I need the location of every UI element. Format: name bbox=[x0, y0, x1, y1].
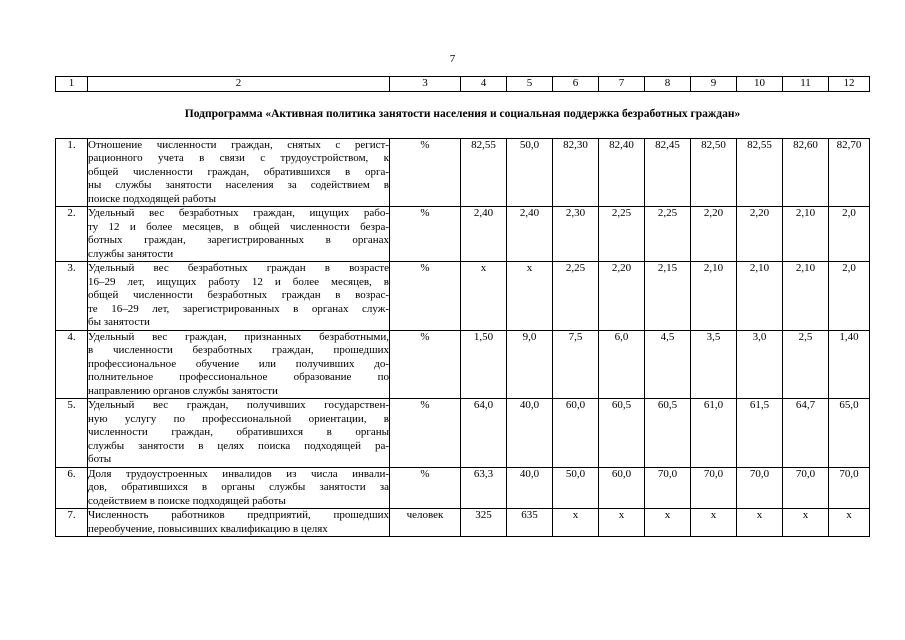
indicator-value: 61,0 bbox=[691, 399, 737, 468]
description-line: Удельный вес безработных граждан, ищущих рабо- bbox=[88, 207, 389, 219]
row-number: 6. bbox=[56, 467, 88, 509]
table-row bbox=[56, 399, 870, 468]
indicator-value: 2,25 bbox=[645, 207, 691, 262]
indicator-value: 1,50 bbox=[461, 330, 507, 399]
indicator-value: 82,30 bbox=[553, 138, 599, 207]
indicator-value: x bbox=[645, 509, 691, 537]
section-title: Подпрограмма «Активная политика занятости населения и социальная поддержка безработных граждан» bbox=[56, 91, 870, 138]
indicator-value: 635 bbox=[507, 509, 553, 537]
description-line: Доля трудоустроенных инвалидов из числа инвали- bbox=[88, 467, 389, 480]
indicator-value: 2,10 bbox=[783, 207, 829, 262]
indicator-value: 82,40 bbox=[599, 138, 645, 207]
indicator-value: 2,10 bbox=[691, 262, 737, 331]
column-header: 7 bbox=[599, 77, 645, 92]
indicator-description bbox=[88, 207, 390, 262]
unit-of-measure: % bbox=[390, 467, 461, 509]
indicator-value: 82,50 bbox=[691, 138, 737, 207]
description-line: Численность работников предприятий, прошедших bbox=[88, 509, 389, 521]
indicator-value: 325 bbox=[461, 509, 507, 537]
table-row bbox=[56, 467, 870, 509]
description-line: полнительное профессиональное образование по bbox=[88, 371, 389, 383]
column-header: 5 bbox=[507, 77, 553, 92]
indicator-value: 70,0 bbox=[829, 467, 870, 509]
indicator-value: 64,7 bbox=[783, 399, 829, 468]
column-header: 1 bbox=[56, 77, 88, 92]
indicator-value: 2,10 bbox=[737, 262, 783, 331]
indicator-value: 70,0 bbox=[645, 467, 691, 509]
indicator-value: 70,0 bbox=[783, 467, 829, 509]
indicator-value: 2,25 bbox=[599, 207, 645, 262]
row-number: 1. bbox=[56, 138, 88, 207]
indicators-table bbox=[55, 76, 870, 537]
column-header: 10 bbox=[737, 77, 783, 92]
indicator-value: 7,5 bbox=[553, 330, 599, 399]
indicator-value: 64,0 bbox=[461, 399, 507, 468]
indicator-description bbox=[88, 138, 390, 207]
indicator-value: 3,5 bbox=[691, 330, 737, 399]
indicator-description bbox=[88, 262, 390, 331]
description-line: содействием в поиске подходящей работы bbox=[88, 494, 286, 507]
description-line: численности граждан, обратившихся в органы bbox=[88, 426, 389, 438]
description-line: Удельный вес безработных граждан в возрасте bbox=[88, 262, 389, 274]
column-header: 6 bbox=[553, 77, 599, 92]
indicator-value: 9,0 bbox=[507, 330, 553, 399]
description-line: бы занятости bbox=[88, 316, 150, 328]
description-line: общей численности граждан, обратившихся в орга- bbox=[88, 165, 389, 178]
indicator-value: 82,60 bbox=[783, 138, 829, 207]
indicator-value: 82,45 bbox=[645, 138, 691, 207]
column-header: 9 bbox=[691, 77, 737, 92]
column-header: 8 bbox=[645, 77, 691, 92]
page-number: 7 bbox=[449, 53, 456, 65]
indicator-value: 82,70 bbox=[829, 138, 870, 207]
indicator-value: 70,0 bbox=[737, 467, 783, 509]
column-header: 3 bbox=[390, 77, 461, 92]
indicator-value: 61,5 bbox=[737, 399, 783, 468]
indicator-description bbox=[88, 330, 390, 399]
indicator-value: 40,0 bbox=[507, 467, 553, 509]
description-line: службы занятости bbox=[88, 247, 174, 260]
indicator-value: 2,30 bbox=[553, 207, 599, 262]
indicator-value: 50,0 bbox=[507, 138, 553, 207]
column-header: 2 bbox=[88, 77, 390, 92]
indicator-description bbox=[88, 467, 390, 509]
indicator-description bbox=[88, 399, 390, 468]
indicator-value: x bbox=[507, 262, 553, 331]
description-line: профессиональное обучение или получивших до- bbox=[88, 357, 389, 370]
indicator-value: x bbox=[599, 509, 645, 537]
indicator-value: 2,40 bbox=[507, 207, 553, 262]
description-line: направлению органов службы занятости bbox=[88, 384, 278, 397]
indicator-value: 65,0 bbox=[829, 399, 870, 468]
row-number: 7. bbox=[56, 509, 88, 537]
unit-of-measure: % bbox=[390, 138, 461, 207]
indicator-value: 2,20 bbox=[737, 207, 783, 262]
indicator-value: 60,0 bbox=[599, 467, 645, 509]
description-line: боты bbox=[88, 453, 112, 465]
description-line: дов, обратившихся в органы службы занятости за bbox=[88, 481, 389, 493]
description-line: 16–29 лет, ищущих работу 12 и более месяцев, в bbox=[88, 275, 389, 288]
description-line: Удельный вес граждан, признанных безработными, bbox=[88, 330, 389, 343]
description-line: в численности безработных граждан, прошедших bbox=[88, 344, 389, 356]
table-row bbox=[56, 509, 870, 537]
indicator-value: 40,0 bbox=[507, 399, 553, 468]
description-line: те 16–29 лет, зарегистрированных в органах служ- bbox=[88, 302, 389, 315]
indicator-value: x bbox=[737, 509, 783, 537]
indicator-value: 70,0 bbox=[691, 467, 737, 509]
indicator-value: x bbox=[553, 509, 599, 537]
unit-of-measure: % bbox=[390, 262, 461, 331]
table-row bbox=[56, 262, 870, 331]
indicator-value: x bbox=[691, 509, 737, 537]
indicator-value: 2,40 bbox=[461, 207, 507, 262]
unit-of-measure: % bbox=[390, 207, 461, 262]
description-line: Отношение численности граждан, снятых с регист- bbox=[88, 138, 389, 151]
indicator-value: 3,0 bbox=[737, 330, 783, 399]
indicator-value: 2,25 bbox=[553, 262, 599, 331]
unit-of-measure: % bbox=[390, 399, 461, 468]
indicator-value: 2,5 bbox=[783, 330, 829, 399]
indicator-value: 60,0 bbox=[553, 399, 599, 468]
indicator-rows bbox=[56, 138, 870, 537]
indicator-value: 1,40 bbox=[829, 330, 870, 399]
indicator-value: 2,20 bbox=[691, 207, 737, 262]
row-number: 4. bbox=[56, 330, 88, 399]
indicator-value: x bbox=[461, 262, 507, 331]
column-header: 12 bbox=[829, 77, 870, 92]
column-header: 4 bbox=[461, 77, 507, 92]
column-number-header-row bbox=[56, 77, 870, 92]
description-line: ны службы занятости населения за содействием в bbox=[88, 179, 389, 191]
description-line: ту 12 и более месяцев, в общей численности безра- bbox=[88, 220, 389, 233]
indicator-value: x bbox=[783, 509, 829, 537]
table-row bbox=[56, 138, 870, 207]
indicator-value: 50,0 bbox=[553, 467, 599, 509]
indicator-value: 6,0 bbox=[599, 330, 645, 399]
description-line: ную услугу по профессиональной ориентации, в bbox=[88, 412, 389, 425]
unit-of-measure: человек bbox=[390, 509, 461, 537]
description-line: поиске подходящей работы bbox=[88, 192, 216, 205]
description-line: переобучение, повысивших квалификацию в целях bbox=[88, 522, 328, 535]
indicator-value: 4,5 bbox=[645, 330, 691, 399]
indicator-value: 2,10 bbox=[783, 262, 829, 331]
indicator-value: 2,0 bbox=[829, 207, 870, 262]
row-number: 3. bbox=[56, 262, 88, 331]
indicator-value: 82,55 bbox=[737, 138, 783, 207]
indicator-value: 2,20 bbox=[599, 262, 645, 331]
description-line: службы занятости в целях поиска подходящей ра- bbox=[88, 439, 389, 452]
table-row bbox=[56, 330, 870, 399]
indicator-value: 60,5 bbox=[645, 399, 691, 468]
indicator-value: x bbox=[829, 509, 870, 537]
indicator-value: 60,5 bbox=[599, 399, 645, 468]
indicator-value: 63,3 bbox=[461, 467, 507, 509]
indicator-description bbox=[88, 509, 390, 537]
row-number: 5. bbox=[56, 399, 88, 468]
description-line: общей численности безработных граждан в возрас- bbox=[88, 289, 389, 301]
indicator-value: 82,55 bbox=[461, 138, 507, 207]
description-line: рационного учета в связи с трудоустройством, к bbox=[88, 152, 389, 164]
description-line: ботных граждан, зарегистрированных в органах bbox=[88, 234, 389, 246]
column-header: 11 bbox=[783, 77, 829, 92]
unit-of-measure: % bbox=[390, 330, 461, 399]
table-row bbox=[56, 207, 870, 262]
description-line: Удельный вес граждан, получивших государствен- bbox=[88, 399, 389, 411]
section-title-row bbox=[56, 91, 870, 138]
row-number: 2. bbox=[56, 207, 88, 262]
indicator-value: 2,0 bbox=[829, 262, 870, 331]
indicator-value: 2,15 bbox=[645, 262, 691, 331]
